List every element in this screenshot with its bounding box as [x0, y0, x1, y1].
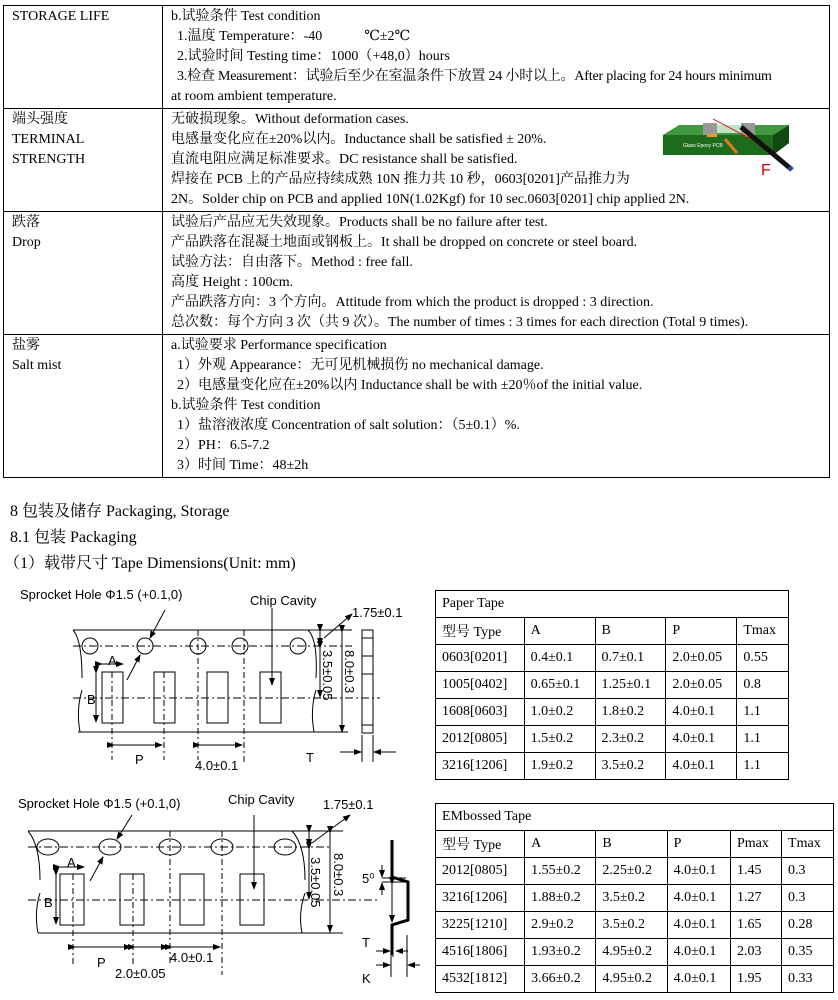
line: 高度 Height : 100cm. — [171, 275, 294, 290]
table-row — [436, 912, 834, 939]
table-cell: 4.0±0.1 — [666, 753, 737, 780]
row-label: 端头强度 — [12, 112, 68, 127]
row-terminal-strength — [4, 109, 830, 212]
table-cell: 1.0±0.2 — [524, 699, 595, 726]
table-cell: 4.0±0.1 — [667, 966, 730, 993]
table-cell: 1.1 — [737, 699, 789, 726]
section-heading: 8 包装及储存 Packaging, Storage — [10, 503, 230, 520]
row-label: STRENGTH — [12, 152, 86, 167]
column-header: 型号 Type — [436, 831, 525, 858]
table-cell: 3225[1210] — [436, 912, 525, 939]
table-row — [436, 753, 789, 780]
line: 试验方法：自由落下。Method : free fall. — [171, 255, 413, 270]
table-row — [436, 699, 789, 726]
table-row — [436, 858, 834, 885]
table-cell: 1.95 — [731, 966, 782, 993]
line: at room ambient temperature. — [171, 89, 337, 104]
line: 1）盐溶液浓度 Concentration of salt solution：（5±0.1）%. — [177, 418, 520, 433]
dim-label: T — [362, 935, 370, 950]
table-cell: 4.95±0.2 — [596, 939, 667, 966]
paper-tape-diagram — [0, 580, 420, 780]
dim-label: B — [44, 895, 53, 910]
line: b.试验条件 Test condition — [171, 9, 321, 24]
table-row — [436, 672, 789, 699]
row-label: Drop — [12, 235, 41, 250]
table-cell: 0.35 — [782, 939, 834, 966]
dim-label: 8.0±0.3 — [342, 650, 357, 694]
dim-label: 4.0±0.1 — [195, 758, 239, 773]
table-row — [436, 966, 834, 993]
table-cell: 4.0±0.1 — [667, 912, 730, 939]
line: 直流电阻应满足标准要求。DC resistance shall be satisfied. — [171, 152, 518, 167]
table-cell: 0.4±0.1 — [524, 645, 595, 672]
table-title-row — [436, 804, 834, 831]
line: 2N。Solder chip on PCB and applied 10N(1.02Kgf) for 10 sec.0603[0201] chip applied 2N. — [171, 192, 690, 207]
column-header: Pmax — [731, 831, 782, 858]
table-cell: 4.0±0.1 — [667, 858, 730, 885]
chip-cavity-label: Chip Cavity — [250, 593, 317, 608]
sprocket-hole-label: Sprocket Hole Φ1.5 (+0.1,0) — [18, 796, 181, 811]
table-cell: 1.9±0.2 — [524, 753, 595, 780]
table-cell: 3.5±0.2 — [596, 912, 667, 939]
dim-label: 8.0±0.3 — [331, 853, 346, 897]
section-heading: 8.1 包装 Packaging — [10, 529, 137, 546]
line: 无破损现象。Without deformation cases. — [171, 112, 409, 127]
table-cell: 4.0±0.1 — [667, 885, 730, 912]
column-header: A — [525, 831, 596, 858]
dim-label: 3.5±0.05 — [320, 650, 335, 701]
table-row — [436, 939, 834, 966]
column-header: A — [524, 618, 595, 645]
table-row — [436, 726, 789, 753]
table-cell: 3216[1206] — [436, 753, 525, 780]
dim-label: 3.5±0.05 — [308, 857, 323, 908]
table-cell: 2.25±0.2 — [596, 858, 667, 885]
row-label: 跌落 — [12, 215, 40, 230]
pcb-label: Glass Epoxy PCB — [683, 143, 723, 149]
dim-label: A — [67, 855, 76, 870]
table-cell: 3.66±0.2 — [525, 966, 596, 993]
table-cell: 4.0±0.1 — [666, 726, 737, 753]
column-header: B — [596, 831, 667, 858]
row-label: TERMINAL — [12, 132, 85, 147]
table-header-row — [436, 831, 834, 858]
table-cell: 2.9±0.2 — [525, 912, 596, 939]
table-cell: 0.33 — [782, 966, 834, 993]
dim-label: 2.0±0.05 — [115, 966, 166, 981]
test-spec-table — [3, 5, 830, 478]
table-cell: 0.3 — [782, 885, 834, 912]
line: 产品跌落方向：3 个方向。Attitude from which the product is dropped : 3 direction. — [171, 295, 654, 310]
column-header: P — [667, 831, 730, 858]
row-label: STORAGE LIFE — [12, 9, 110, 24]
table-cell: 1.1 — [737, 753, 789, 780]
table-cell: 4.0±0.1 — [667, 939, 730, 966]
table-cell: 0.7±0.1 — [595, 645, 666, 672]
table-cell: 1.45 — [731, 858, 782, 885]
table-cell: 1005[0402] — [436, 672, 525, 699]
chip-cavity-label: Chip Cavity — [228, 792, 295, 807]
dim-label: 1.75±0.1 — [352, 605, 403, 620]
table-cell: 2.03 — [731, 939, 782, 966]
table-cell: 0.28 — [782, 912, 834, 939]
table-cell: 4.95±0.2 — [596, 966, 667, 993]
column-header: Tmax — [782, 831, 834, 858]
table-cell: 0603[0201] — [436, 645, 525, 672]
table-cell: 1.55±0.2 — [525, 858, 596, 885]
table-cell: 1.8±0.2 — [595, 699, 666, 726]
table-cell: 2012[0805] — [436, 858, 525, 885]
table-cell: 2.0±0.05 — [666, 672, 737, 699]
line: 电感量变化应在±20%以内。Inductance shall be satisfied ± 20%. — [171, 132, 547, 147]
table-row — [436, 645, 789, 672]
angle-label: 5⁰ — [362, 871, 375, 886]
line: 1）外观 Appearance：无可见机械损伤 no mechanical damage. — [177, 358, 544, 373]
dim-label: A — [108, 653, 117, 668]
force-label: F — [761, 162, 771, 175]
table-cell: 2012[0805] — [436, 726, 525, 753]
table-cell: 0.3 — [782, 858, 834, 885]
line: 2.试验时间 Testing time：1000（+48,0）hours — [177, 49, 450, 64]
line: b.试验条件 Test condition — [171, 398, 321, 413]
table-cell: 1608[0603] — [436, 699, 525, 726]
table-cell: 1.5±0.2 — [524, 726, 595, 753]
column-header: 型号 Type — [436, 618, 525, 645]
line: a.试验要求 Performance specification — [171, 338, 387, 353]
table-cell: 3.5±0.2 — [596, 885, 667, 912]
table-cell: 1.27 — [731, 885, 782, 912]
table-cell: 4516[1806] — [436, 939, 525, 966]
table-cell: 1.93±0.2 — [525, 939, 596, 966]
sprocket-hole-label: Sprocket Hole Φ1.5 (+0.1,0) — [20, 587, 183, 602]
column-header: Tmax — [737, 618, 789, 645]
dim-label: 4.0±0.1 — [170, 950, 214, 965]
table-cell: 1.65 — [731, 912, 782, 939]
table-header-row — [436, 618, 789, 645]
table-title-row — [436, 591, 789, 618]
embossed-tape-diagram — [0, 785, 430, 1000]
row-storage-life — [4, 6, 830, 109]
dim-label: B — [87, 692, 96, 707]
line: 焊接在 PCB 上的产品应持续成熟 10N 推力共 10 秒，0603[0201]产品推力为 — [171, 172, 630, 187]
table-cell: 2.3±0.2 — [595, 726, 666, 753]
line: 3.检查 Measurement：试验后至少在室温条件下放置 24 小时以上。After placing for 24 hours minimum — [177, 69, 772, 84]
table-cell: 1.1 — [737, 726, 789, 753]
column-header: P — [666, 618, 737, 645]
column-header: B — [595, 618, 666, 645]
table-cell: 1.88±0.2 — [525, 885, 596, 912]
dim-label: T — [306, 750, 314, 765]
embossed-tape-table — [435, 803, 834, 993]
line: 1.温度 Temperature：-40 ℃±2℃ — [177, 29, 411, 44]
table-title: Paper Tape — [436, 591, 789, 618]
line: 2）电感量变化应在±20%以内 Inductance shall be with ±20％of the initial value. — [177, 378, 643, 393]
dim-label: 1.75±0.1 — [323, 797, 374, 812]
table-cell: 0.8 — [737, 672, 789, 699]
paper-tape-table — [435, 590, 789, 780]
row-salt-mist — [4, 335, 830, 478]
dim-label: K — [362, 971, 371, 986]
line: 3）时间 Time：48±2h — [177, 458, 309, 473]
terminal-strength-figure — [663, 113, 813, 175]
line: 总次数：每个方向 3 次（共 9 次）。The number of times : 3 times for each direction (Total 9 times). — [171, 315, 749, 330]
table-cell: 1.25±0.1 — [595, 672, 666, 699]
table-cell: 3.5±0.2 — [595, 753, 666, 780]
table-cell: 4532[1812] — [436, 966, 525, 993]
line: 2）PH：6.5-7.2 — [177, 438, 270, 453]
table-cell: 0.55 — [737, 645, 789, 672]
section-heading: （1）载带尺寸 Tape Dimensions(Unit: mm) — [4, 555, 296, 572]
line: 试验后产品应无失效现象。Products shall be no failure after test. — [171, 215, 548, 230]
line: 产品跌落在混凝土地面或钢板上。It shall be dropped on concrete or steel board. — [171, 235, 638, 250]
table-cell: 3216[1206] — [436, 885, 525, 912]
table-cell: 0.65±0.1 — [524, 672, 595, 699]
row-drop — [4, 212, 830, 335]
table-cell: 4.0±0.1 — [666, 699, 737, 726]
table-cell: 2.0±0.05 — [666, 645, 737, 672]
row-label: Salt mist — [12, 358, 62, 373]
table-row — [436, 885, 834, 912]
row-label: 盐雾 — [12, 338, 40, 353]
table-title: EMbossed Tape — [436, 804, 834, 831]
dim-label: P — [135, 752, 144, 767]
dim-label: P — [97, 955, 106, 970]
